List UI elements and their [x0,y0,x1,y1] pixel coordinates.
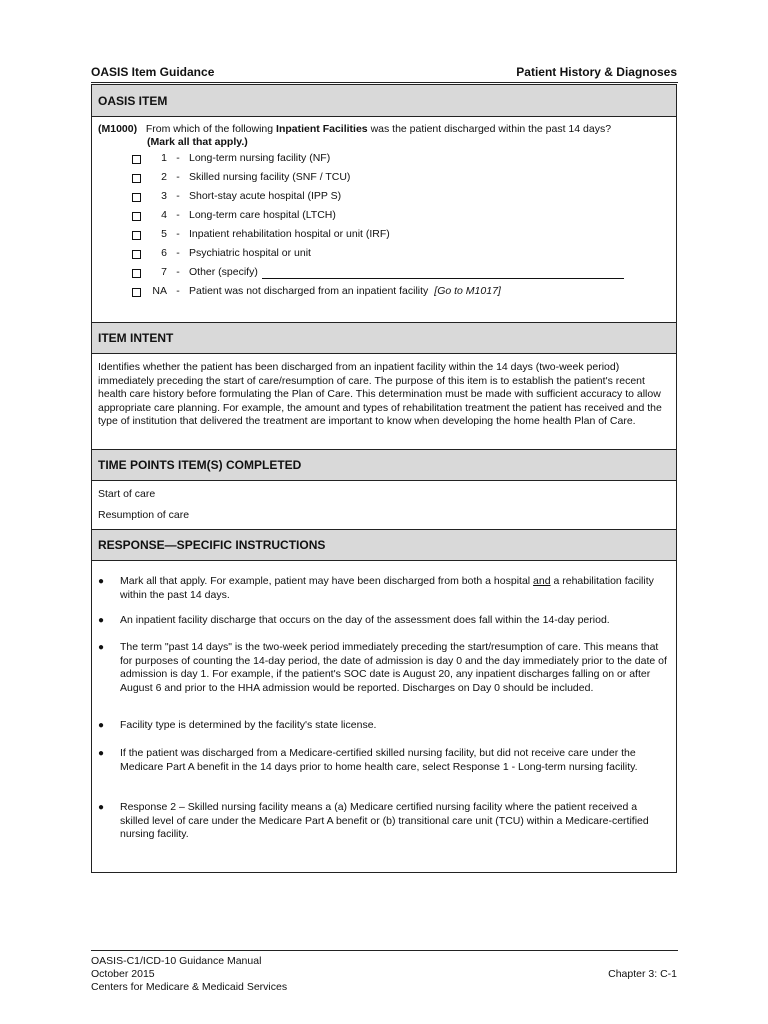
bullet-dot: ● [98,802,105,813]
bullet-text: The term "past 14 days" is the two-week period immediately preceding the start/resumption of care. This means that for purposes of counting the 14-day period, the date of admission is day 0 and the day immediately prior to the date of admission is day 1. For example, if the patient's SOC date is August 20, any inpatient discharges falling on or after August 6 and prior to the HHA admission would be reported. Discharges on Day 0 should be included. [120,641,667,694]
other-specify-field[interactable] [262,268,624,279]
option-label: Long-term nursing facility (NF) [189,152,331,165]
option-label: Inpatient rehabilitation hospital or unit (IRF) [189,228,390,241]
section-response [92,561,676,873]
option-7[interactable]: 7 - Other (specify) [132,266,624,280]
bullet-dot: ● [98,748,105,759]
option-number: 1 [161,152,167,165]
section-header-oasis-item [92,85,676,117]
instruction-bullet [98,575,668,602]
footer-date: October 2015 [91,968,155,980]
option-1[interactable]: 1 - Long-term nursing facility (NF) [132,152,330,166]
question-code: (M1000) [98,123,138,135]
footer-agency: Centers for Medicare & Medicaid Services [91,981,288,993]
option-number: 3 [161,190,167,203]
checkbox[interactable] [132,212,141,221]
option-number: NA [152,285,167,298]
footer-manual-title: OASIS-C1/ICD-10 Guidance Manual [91,955,262,967]
footer-page-number: Chapter 3: C-1 [608,968,677,980]
timepoint-resumption-of-care: Resumption of care [98,509,190,521]
section-title: OASIS ITEM [98,93,168,108]
header-title: OASIS Item Guidance [91,65,215,79]
timepoint-start-of-care: Start of care [98,488,156,500]
instruction-bullet [98,801,668,842]
header-section: Patient History & Diagnoses [516,65,677,79]
checkbox[interactable] [132,250,141,259]
question [98,123,658,137]
option-label: Other (specify) [189,266,258,279]
option-number: 7 [161,266,167,279]
bullet-dot: ● [98,576,105,587]
bullet-dot: ● [98,720,105,731]
bullet-text: Mark all that apply. For example, patient may have been discharged from both a hospital [120,575,534,587]
intent-text: Identifies whether the patient has been discharged from an inpatient facility within the 14 days (two-week period) immediately preceding the start of care/resumption of care. The purpose of this item is to establish the patient's recent health care history before formulating the Plan of Care. This determination must be made with sufficient accuracy to allow appropriate care planning. For example, the amount and types of rehabilitation treatment the patient has received and the type of institution that delivered the treatment are important to know when developing the home health Plan of Care. [98,361,662,427]
section-oasis-item [92,117,676,322]
option-2[interactable]: 2 - Skilled nursing facility (SNF / TCU) [132,171,350,185]
section-time-points [92,481,676,529]
bullet-text-cont: a rehabilitation facility within the past 14 days. [120,575,654,601]
option-5[interactable]: 5 - Inpatient rehabilitation hospital or unit (IRF) [132,228,390,242]
option-label: Psychiatric hospital or unit [189,247,311,260]
section-header-time-points [92,449,676,481]
bullet-text: An inpatient facility discharge that occurs on the day of the assessment does fall within the 14-day period. [120,614,610,626]
section-header-response [92,529,676,561]
bullet-underline: and [533,575,551,587]
option-number: 4 [161,209,167,222]
section-title: TIME POINTS ITEM(S) COMPLETED [98,458,302,472]
option-label: Patient was not discharged from an inpatient facility [189,285,429,298]
question-text-post: was the patient discharged within the past 14 days? [370,123,612,135]
option-label: Short-stay acute hospital (IPP S) [189,190,342,203]
option-number: 2 [161,171,167,184]
option-na[interactable]: NA - Patient was not discharged from an inpatient facility [Go to M1017] [132,285,501,299]
section-header-item-intent [92,322,676,354]
instruction-bullet [98,719,668,733]
option-6[interactable]: 6 - Psychiatric hospital or unit [132,247,311,261]
option-number: 6 [161,247,167,260]
header-rule [91,82,678,83]
option-label: Skilled nursing facility (SNF / TCU) [189,171,351,184]
bullet-dot: ● [98,642,105,653]
question-text-pre: From which of the following [145,123,274,135]
guidance-table [91,84,677,873]
bullet-text: Response 2 – Skilled nursing facility means a (a) Medicare certified nursing facility where the patient received a skilled level of care under the Medicare Part A benefit or (b) transitional care unit (TCU) within a Medicare-certified nursing facility. [120,801,649,840]
instruction-bullet [98,614,668,628]
bullet-text: Facility type is determined by the facility's state license. [120,719,377,731]
checkbox[interactable] [132,174,141,183]
section-item-intent [92,354,676,449]
option-4[interactable]: 4 - Long-term care hospital (LTCH) [132,209,336,223]
checkbox[interactable] [132,231,141,240]
checkbox[interactable] [132,269,141,278]
question-instruction: (Mark all that apply.) [147,136,248,148]
goto-instruction: [Go to M1017] [434,285,501,298]
checkbox[interactable] [132,193,141,202]
bullet-text: If the patient was discharged from a Medicare-certified skilled nursing facility, but did not receive care under the Medicare Part A benefit in the 14 days prior to home health care, select Response 1 - Long-term nursing facility. [120,747,638,773]
instruction-bullet [98,641,668,695]
instruction-bullet [98,747,668,774]
checkbox[interactable] [132,288,141,297]
bullet-dot: ● [98,615,105,626]
question-text-bold: Inpatient Facilities [276,123,368,135]
checkbox[interactable] [132,155,141,164]
section-title: ITEM INTENT [98,331,174,345]
footer-rule [91,950,678,951]
option-number: 5 [161,228,167,241]
option-3[interactable]: 3 - Short-stay acute hospital (IPP S) [132,190,341,204]
option-label: Long-term care hospital (LTCH) [189,209,336,222]
section-title: RESPONSE—SPECIFIC INSTRUCTIONS [98,538,326,552]
